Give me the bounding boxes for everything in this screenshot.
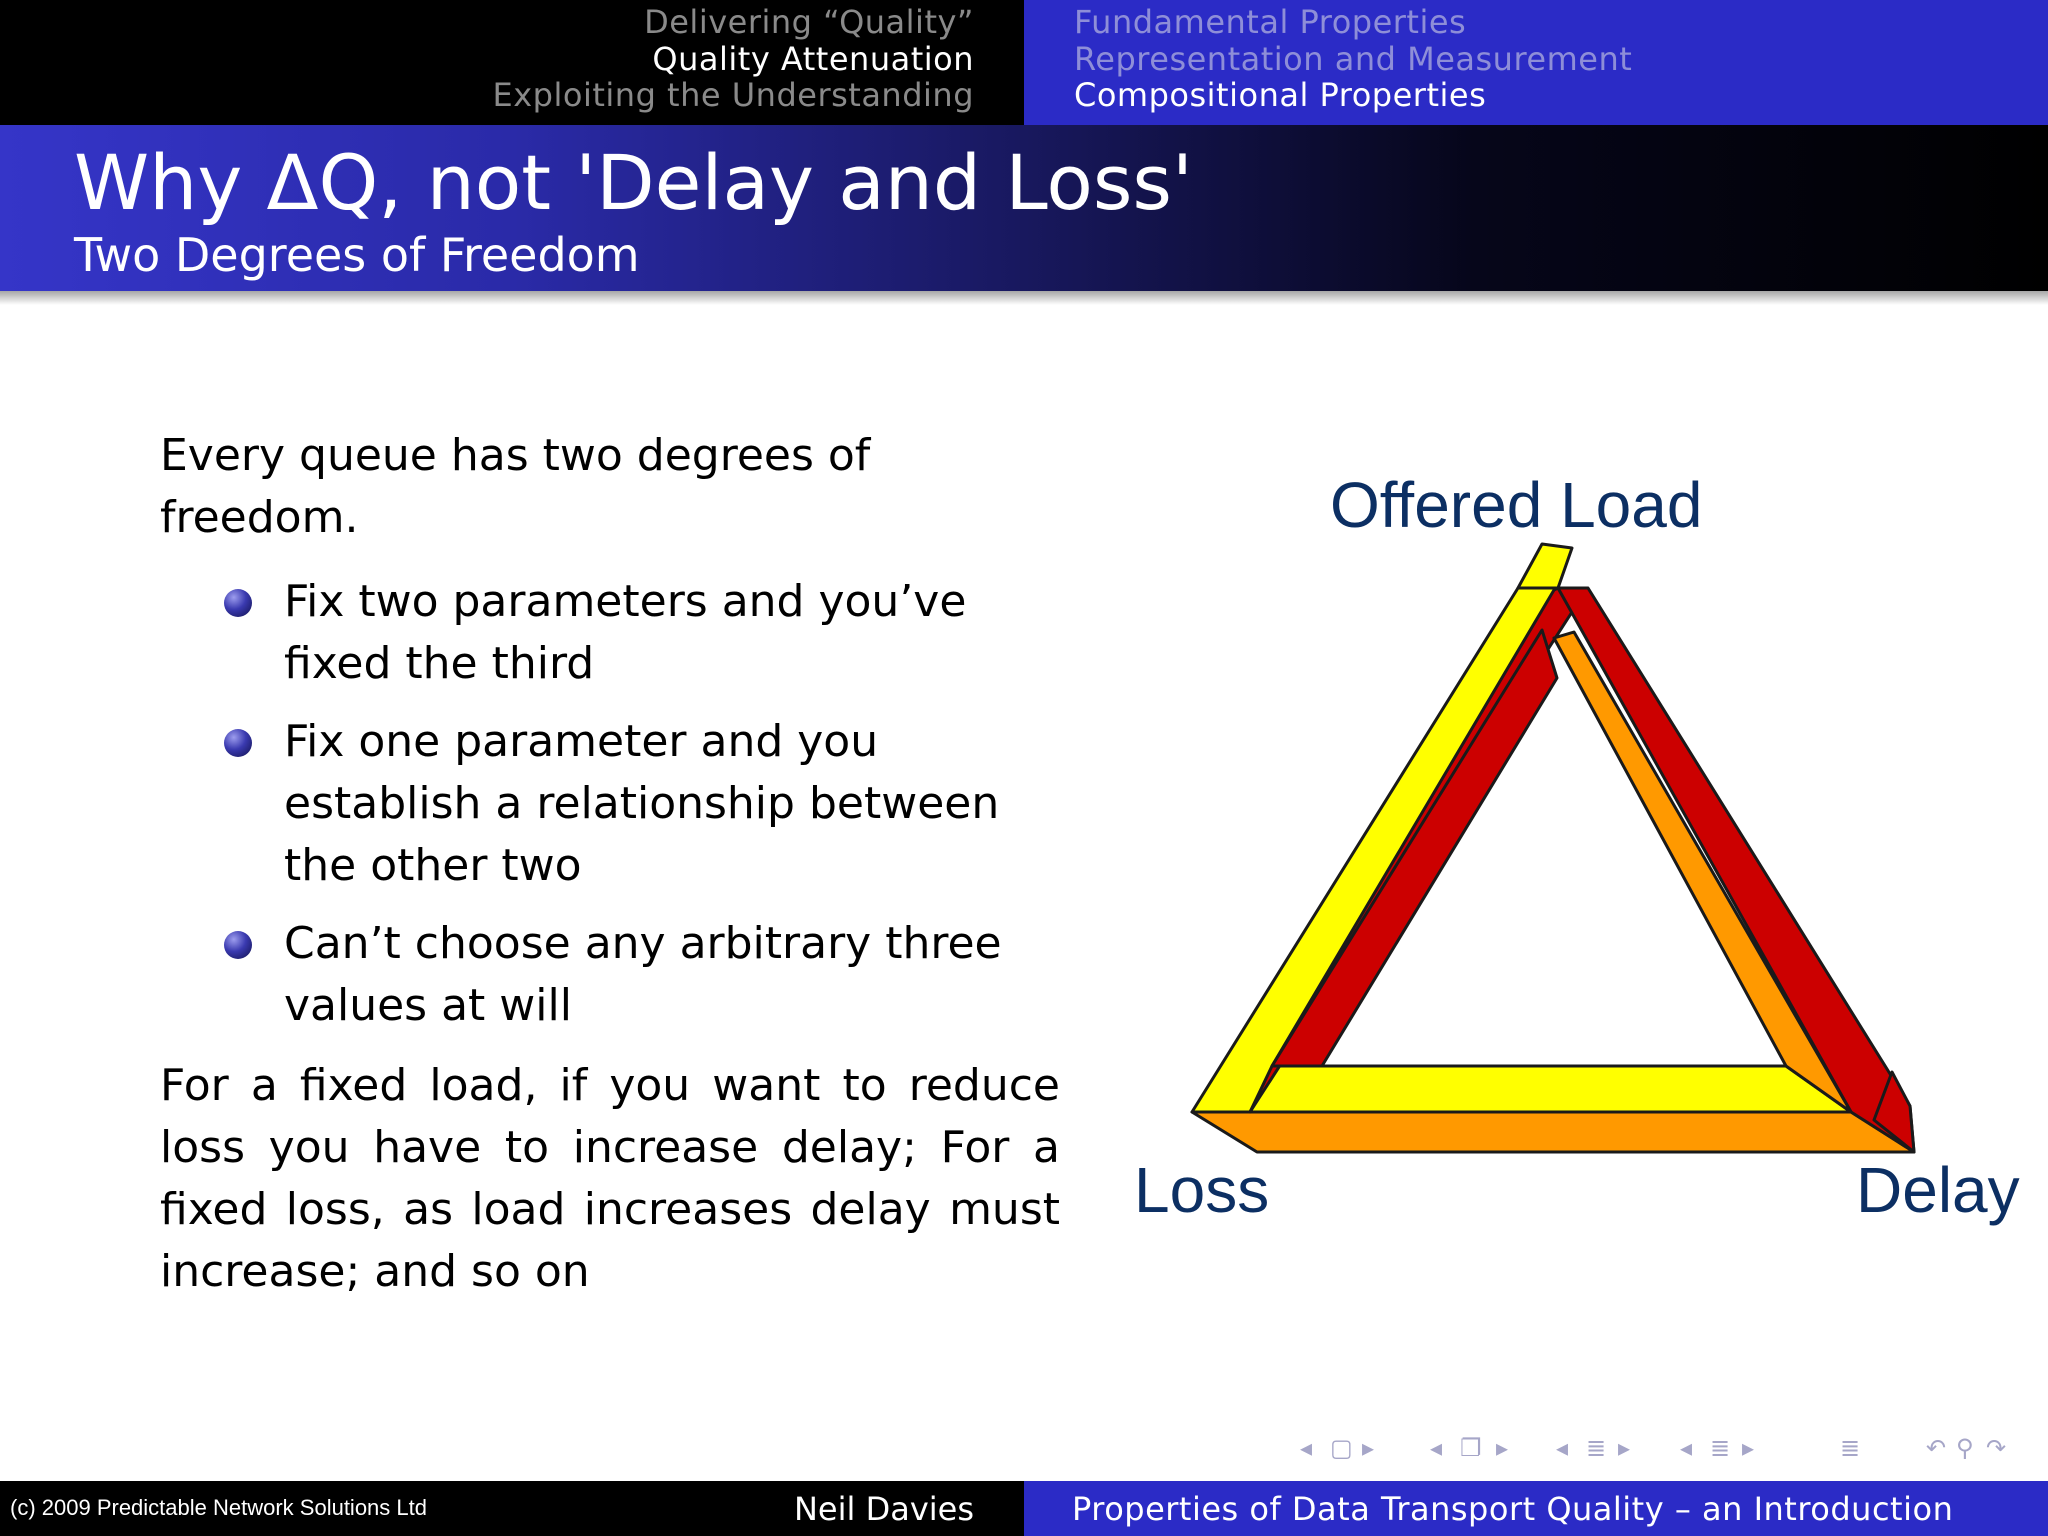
nav-subsection-fundamental-properties[interactable]: Fundamental Properties [1074, 3, 1467, 41]
footer-left [0, 1481, 1024, 1536]
bullet-ball-icon [224, 931, 252, 959]
nav-subsection-compositional-properties[interactable]: Compositional Properties [1074, 76, 1487, 114]
nav-next-frame-icon[interactable]: ▸ [1362, 1434, 1375, 1462]
nav-subsection-representation-measurement[interactable]: Representation and Measurement [1074, 39, 1633, 78]
bullet-item [224, 571, 1060, 695]
footer-author: Neil Davies [793, 1490, 974, 1528]
section-nav [0, 0, 1024, 125]
subsection-nav [1024, 0, 2048, 125]
diagram-label-delay: Delay [1856, 1154, 2020, 1226]
nav-section-icon[interactable]: ≣ [1586, 1434, 1607, 1462]
triangle-bar-left-outer [1192, 588, 1558, 1112]
nav-back-icon[interactable]: ↶ [1926, 1434, 1947, 1462]
nav-frame-icon[interactable]: ▢ [1330, 1434, 1353, 1462]
top-navigation [0, 0, 2048, 125]
nav-prev-part-icon[interactable]: ◂ [1680, 1434, 1693, 1462]
nav-document-icon[interactable]: ≣ [1840, 1434, 1861, 1462]
diagram-label-offered-load: Offered Load [1330, 469, 1703, 541]
triangle-bar-left-inner-face [1272, 630, 1557, 1066]
nav-section-quality-attenuation[interactable]: Quality Attenuation [652, 39, 974, 78]
footer [0, 1481, 2048, 1536]
triangle-svg [1110, 460, 2048, 1250]
bullet-ball-icon [224, 589, 252, 617]
nav-part-icon[interactable]: ≣ [1710, 1434, 1731, 1462]
bullet-list [224, 571, 1060, 1037]
footer-right [1024, 1481, 2048, 1536]
nav-next-part-icon[interactable]: ▸ [1742, 1434, 1755, 1462]
diagram-label-loss: Loss [1134, 1154, 1270, 1226]
footer-talk-title: Properties of Data Transport Quality – an Introduction [1072, 1490, 1954, 1528]
bullet-item [224, 913, 1060, 1037]
nav-prev-subsection-icon[interactable]: ◂ [1430, 1434, 1443, 1462]
bullet-ball-icon [224, 729, 252, 757]
nav-subsection-icon[interactable]: ❐ [1460, 1434, 1482, 1462]
title-banner [0, 125, 2048, 291]
bullet-text: Can’t choose any arbitrary three values at will [284, 918, 1002, 1031]
triangle-bar-bottom-top [1250, 1066, 1851, 1112]
triangle-diagram [1110, 460, 2048, 1250]
triangle-bar-bottom-front [1192, 1112, 1914, 1152]
nav-next-section-icon[interactable]: ▸ [1618, 1434, 1631, 1462]
closing-text: For a fixed load, if you want to reduce loss you have to increase delay; For a fixed loss, as load increases delay must increase; and so on [160, 1060, 1060, 1297]
slide-subtitle: Two Degrees of Freedom [74, 228, 640, 282]
bullet-text: Fix one parameter and you establish a relationship between the other two [284, 716, 1000, 891]
nav-prev-section-icon[interactable]: ◂ [1556, 1434, 1569, 1462]
nav-section-delivering-quality[interactable]: Delivering “Quality” [644, 3, 974, 41]
triangle-bar-right-inner [1554, 632, 1851, 1112]
bullet-text: Fix two parameters and you’ve fixed the third [284, 576, 967, 689]
footer-copyright: (c) 2009 Predictable Network Solutions Ltd [10, 1495, 427, 1520]
nav-search-icon[interactable]: ⚲ [1956, 1434, 1974, 1462]
nav-forward-icon[interactable]: ↷ [1986, 1434, 2007, 1462]
triangle-top-cap [1518, 544, 1572, 588]
intro-text: Every queue has two degrees of freedom. [160, 430, 871, 543]
slide-content [160, 425, 1060, 1303]
bullet-item [224, 711, 1060, 897]
slide-title: Why ΔQ, not 'Delay and Loss' [74, 138, 1193, 227]
navigation-symbols [1300, 1434, 2036, 1470]
nav-next-subsection-icon[interactable]: ▸ [1496, 1434, 1509, 1462]
nav-section-exploiting-understanding[interactable]: Exploiting the Understanding [492, 76, 974, 114]
nav-prev-frame-icon[interactable]: ◂ [1300, 1434, 1313, 1462]
